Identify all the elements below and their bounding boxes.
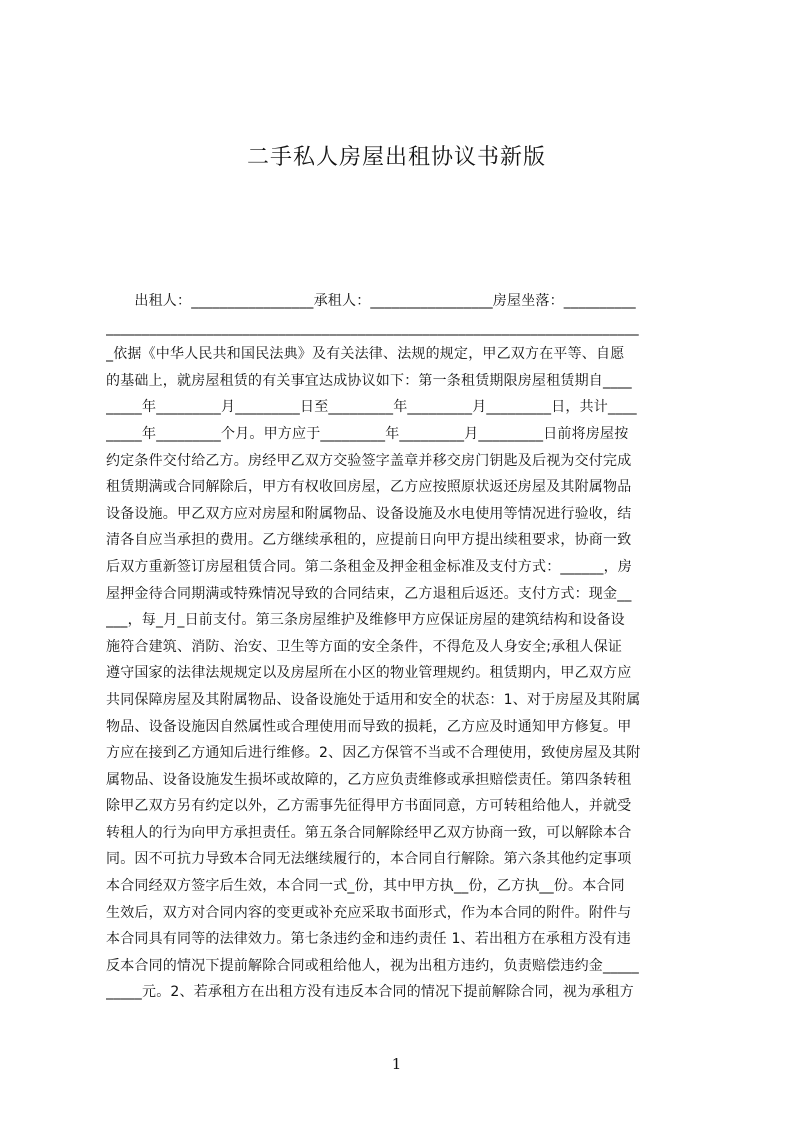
body-line: 生效后，双方对合同内容的变更或补充应采取书面形式，作为本合同的附件。附件与 (106, 904, 632, 921)
body-line: 约定条件交付给乙方。房经甲乙双方交验签字盖章并移交房门钥匙及后视为交付完成 (106, 452, 632, 469)
body-line: 转租人的行为向甲方承担责任。第五条合同解除经甲乙双方协商一致，可以解除本合 (106, 824, 632, 841)
page-number: 1 (391, 1055, 402, 1073)
document-body (106, 288, 698, 1006)
body-line: 同。因不可抗力导致本合同无法继续履行的，本合同自行解除。第六条其他约定事项 (106, 851, 632, 868)
body-line: 物品、设备设施因自然属性或合理使用而导致的损耗，乙方应及时通知甲方修复。甲 (106, 718, 632, 735)
body-line: 租赁期满或合同解除后，甲方有权收回房屋，乙方应按照原状返还房屋及其附属物品 (106, 479, 632, 496)
body-line: __________________________________________________________________________ (106, 319, 639, 336)
body-line: 本合同经双方签字后生效，本合同一式_份，其中甲方执__份，乙方执__份。本合同 (106, 878, 625, 895)
body-line: 共同保障房屋及其附属物品、设备设施处于适用和安全的状态：1、对于房屋及其附属 (106, 691, 641, 708)
body-line: 方应在接到乙方通知后进行维修。2、因乙方保管不当或不合理使用，致使房屋及其附 (106, 745, 641, 762)
body-line: _____年_________月_________日至_________年_________月_________日，共计____ (106, 399, 637, 416)
body-line: 的基础上，就房屋租赁的有关事宜达成协议如下：第一条租赁期限房屋租赁期自____ (106, 372, 632, 389)
document-title: 二手私人房屋出租协议书新版 (246, 145, 546, 170)
body-line: 反本合同的情况下提前解除合同或租给他人，视为出租方违约，负责赔偿违约金_____ (106, 957, 639, 974)
body-line: 清各自应当承担的费用。乙方继续承租的，应提前日向甲方提出续租要求，协商一致 (106, 532, 632, 549)
body-line: _依据《中华人民共和国民法典》及有关法律、法规的规定，甲乙双方在平等、自愿 (106, 346, 625, 363)
body-line: 属物品、设备设施发生损坏或故障的，乙方应负责维修或承担赔偿责任。第四条转租 (106, 771, 632, 788)
body-line: 本合同具有同等的法律效力。第七条违约金和违约责任 1、若出租方在承租方没有违 (106, 931, 631, 948)
body-line: _____年_________个月。甲方应于_________年_________月_________日前将房屋按 (106, 425, 629, 442)
body-line: 设备设施。甲乙双方应对房屋和附属物品、设备设施及水电使用等情况进行验收，结 (106, 505, 632, 522)
body-line: 除甲乙双方另有约定以外，乙方需事先征得甲方书面同意，方可转租给他人，并就受 (106, 798, 632, 815)
body-line: 屋押金待合同期满或特殊情况导致的合同结束，乙方退租后返还。支付方式：现金__ (106, 585, 632, 602)
body-line: 遵守国家的法律法规规定以及房屋所在小区的物业管理规约。租赁期内，甲乙双方应 (106, 665, 632, 682)
body-line: _____元。2、若承租方在出租方没有违反本合同的情况下提前解除合同，视为承租方 (106, 984, 634, 1001)
body-line: 后双方重新签订房屋租赁合同。第二条租金及押金租金标准及支付方式：______，房 (106, 558, 632, 575)
body-line: 出租人：_________________承租人：_________________房屋坐落：__________ (106, 293, 636, 309)
body-line: 施符合建筑、消防、治安、卫生等方面的安全条件，不得危及人身安全;承租人保证 (106, 638, 623, 655)
body-line: ___，每_月_日前支付。第三条房屋维护及维修甲方应保证房屋的建筑结构和设备设 (106, 612, 625, 629)
